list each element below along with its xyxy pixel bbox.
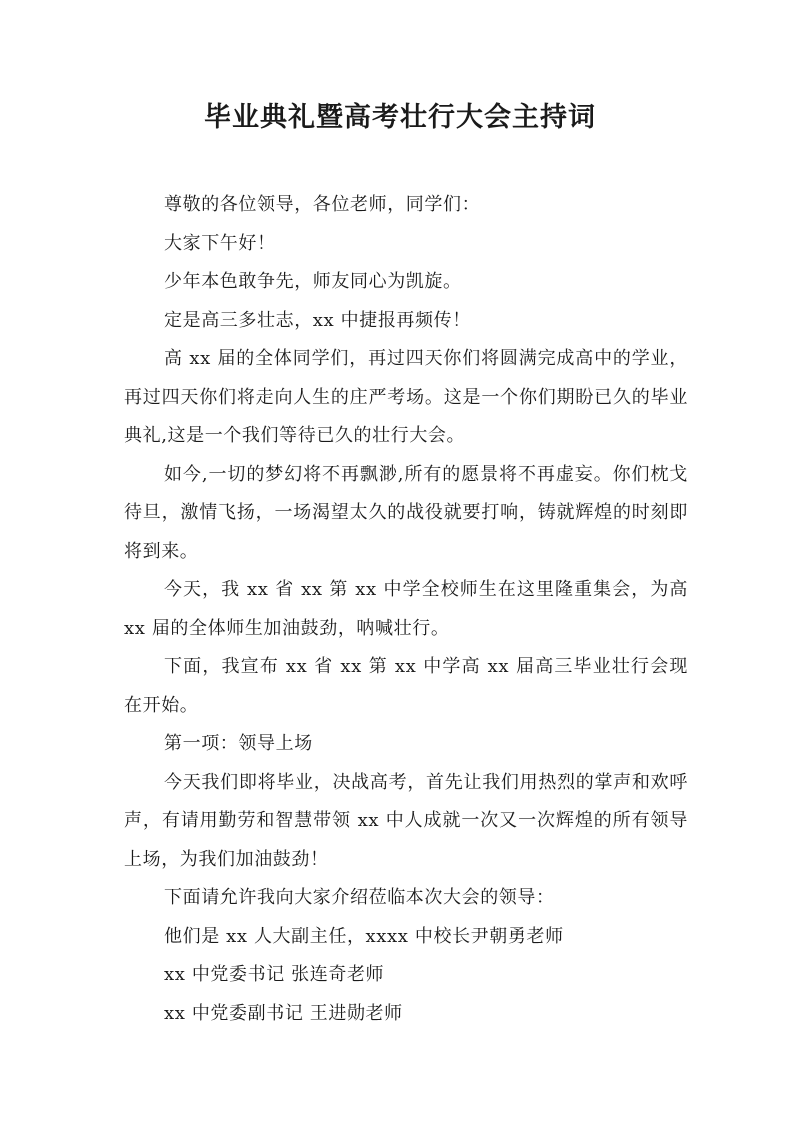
paragraph-greeting: 尊敬的各位领导，各位老师，同学们： (164, 194, 481, 215)
paragraph-leader-3: xx 中党委副书记 王进勋老师 (164, 1002, 403, 1024)
paragraph-dreams: 如今,一切的梦幻将不再飘渺,所有的愿景将不再虚妄。你们枕戈待旦，激情飞扬，一场渴望太久的战役就要打响，铸就辉煌的时刻即将到来。 (124, 463, 688, 562)
paragraph-leader-1: 他们是 xx 人大副主任，xxxx 中校长尹朝勇老师 (164, 925, 564, 947)
paragraph-announcement: 下面，我宣布 xx 省 xx 第 xx 中学高 xx 届高三毕业壮行会现在开始。 (124, 656, 688, 716)
paragraph-today: 今天，我 xx 省 xx 第 xx 中学全校师生在这里隆重集会，为高 xx 届的全体师生加油鼓劲，呐喊壮行。 (124, 579, 688, 639)
paragraph-good-afternoon: 大家下午好！ (164, 232, 276, 254)
paragraph-leader-2: xx 中党委书记 张连奇老师 (164, 964, 385, 985)
paragraph-leaders-enter: 今天我们即将毕业，决战高考，首先让我们用热烈的掌声和欢呼声，有请用勤劳和智慧带领 xx 中人成就一次又一次辉煌的所有领导上场，为我们加油鼓劲！ (124, 771, 688, 870)
paragraph-students-address: 高 xx 届的全体同学们，再过四天你们将圆满完成高中的学业，再过四天你们将走向人生的庄严考场。这是一个你们期盼已久的毕业典礼,这是一个我们等待已久的壮行大会。 (124, 348, 688, 446)
paragraph-introduce-leaders: 下面请允许我向大家介绍莅临本次大会的领导： (164, 887, 555, 908)
document-title: 毕业典礼暨高考壮行大会主持词 (204, 102, 596, 133)
paragraph-couplet-1: 少年本色敢争先，师友同心为凯旋。 (164, 271, 462, 292)
document-body (124, 186, 688, 1033)
paragraph-item-one: 第一项：领导上场 (164, 733, 313, 754)
paragraph-couplet-2: 定是高三多壮志，xx 中捷报再频传！ (164, 309, 471, 331)
